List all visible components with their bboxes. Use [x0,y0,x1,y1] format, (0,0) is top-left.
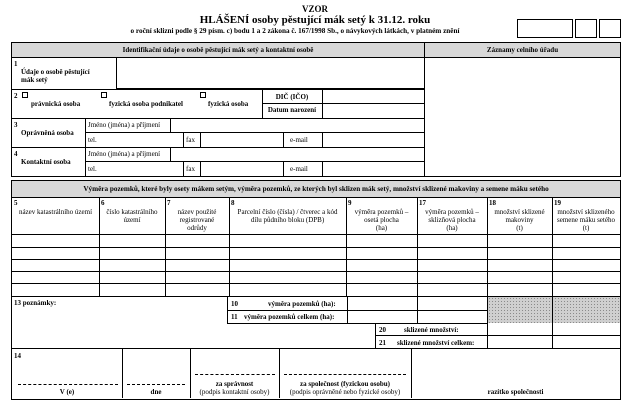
column-header [229,198,346,234]
form-subtitle: o roční sklizni podle § 29 písm. c) bodu 1 a 2 zákona č. 167/1998 Sb., o návykových látkách, v platném znění [130,27,460,35]
table-cell[interactable] [100,260,165,271]
stamp-label: razítko společnosti [487,388,544,396]
authorized-fax-label: fax [186,136,195,144]
admin-signature-note: (podpis kontaktní osoby) [199,388,270,396]
column-title: název použité [177,208,217,216]
column-title: osetá plocha [364,216,399,224]
table-cell[interactable] [347,248,417,259]
column-header [12,198,99,234]
contact-tel-field[interactable] [101,162,183,176]
column-title: makoviny [505,216,534,224]
table-cell[interactable] [13,248,99,259]
row-20-label: sklizené množství: [404,326,459,334]
table-cell[interactable] [13,236,99,247]
authorized-fax-field[interactable] [201,133,283,147]
table-cell[interactable] [13,260,99,271]
authorized-person-label: Oprávněná osoba [21,129,74,137]
contact-names-label: Jméno (jména) a příjmení [88,150,161,158]
date-signature-line[interactable] [127,384,185,385]
place-label: V (e) [59,388,75,396]
harvested-capsules-field[interactable] [488,324,552,335]
row-21-number: 21 [379,339,386,347]
authorized-email-field[interactable] [323,133,424,147]
column-number: 19 [554,199,561,207]
natural-person-label: fyzická osoba [208,100,249,108]
column-title: (t) [582,224,590,232]
table-cell[interactable] [418,248,487,259]
entrepreneur-label: fyzická osoba podnikatel [109,100,183,108]
harvested-seeds-field[interactable] [553,324,620,335]
draft-label: VZOR [301,4,328,14]
column-header [346,198,417,234]
admin-signature-line[interactable] [195,374,275,375]
column-number: 17 [419,199,426,207]
authorized-tel-label: tel. [88,136,97,144]
company-signature-line[interactable] [284,374,406,375]
table-cell[interactable] [553,284,620,295]
table-cell[interactable] [488,236,552,247]
table-cell[interactable] [13,272,99,283]
table-cell[interactable] [553,260,620,271]
table-cell[interactable] [166,260,229,271]
column-header [165,198,229,234]
column-header [487,198,552,234]
table-row [12,271,620,272]
authorized-names-label: Jméno (jména) a příjmení [88,121,161,129]
row-11-label: výměra pozemků celkem (ha): [244,313,335,321]
table-cell[interactable] [488,248,552,259]
section-4-number: 4 [14,150,18,158]
customs-records-area [425,58,620,176]
natural-person-checkbox[interactable] [200,92,206,98]
table-cell[interactable] [553,272,620,283]
table-cell[interactable] [418,236,487,247]
column-number: 5 [14,199,18,207]
admin-signature-label: za správnost [215,380,254,388]
contact-tel-label: tel. [88,165,97,173]
table-cell[interactable] [13,284,99,295]
table-cell[interactable] [166,248,229,259]
date-label: dne [150,388,162,396]
table-cell[interactable] [553,236,620,247]
reference-box-3[interactable] [599,19,621,38]
contact-person-label: Kontaktní osoba [21,158,71,166]
table-cell[interactable] [418,284,487,295]
contact-email-label: e-mail [290,165,308,173]
authorized-email-label: e-mail [290,136,308,144]
table-cell[interactable] [230,284,346,295]
entrepreneur-checkbox[interactable] [101,92,107,98]
birth-date-field[interactable] [323,104,424,118]
column-title: semene máku setého [557,216,615,224]
place-signature-line[interactable] [18,384,118,385]
table-cell[interactable] [488,272,552,283]
table-cell[interactable] [166,236,229,247]
column-number: 9 [348,199,352,207]
row-10-label: výměra pozemků (ha): [268,300,336,308]
contact-fax-label: fax [186,165,195,173]
area-data-grid [12,235,620,295]
form-title: HLÁŠENÍ osoby pěstující mák setý k 31.12. roku [199,14,431,26]
column-title: odrůdy [187,224,207,232]
table-cell[interactable] [166,272,229,283]
table-cell[interactable] [347,236,417,247]
harvest-area-total-field[interactable] [418,311,487,323]
column-title: Parcelní číslo (čísla) / čtverec a kód [237,208,338,216]
column-title: výměra pozemků – [354,208,409,216]
contact-names-field[interactable] [171,148,424,161]
table-cell[interactable] [100,248,165,259]
row-10-number: 10 [231,300,238,308]
reference-box-1[interactable] [517,19,573,38]
table-column-headers [12,198,620,234]
table-cell[interactable] [100,284,165,295]
column-title: dílu půdního bloku (DPB) [250,216,325,224]
section-1-number: 1 [14,60,18,68]
table-cell[interactable] [100,236,165,247]
column-number: 18 [489,199,496,207]
area-heading: Výměra pozemků, které byly osety mákem setým, výměra pozemků, ze kterých byl sklizen mák setý, množství sklizené makoviny a semene máku setého [83,185,549,193]
column-title: množství sklizeného [557,208,615,216]
column-number: 8 [231,199,235,207]
table-cell[interactable] [230,260,346,271]
identification-heading: Identifikační údaje o osobě pěstující mák setý a kontaktní osobě [122,46,314,54]
column-title: registrované [179,216,215,224]
column-title: (t) [516,224,523,232]
sown-area-field[interactable] [348,297,417,310]
column-title: sklizňová plocha [428,216,476,224]
table-row [12,283,620,284]
table-cell[interactable] [418,260,487,271]
row-21-label: sklizené množství celkem: [397,339,475,347]
company-stamp-area[interactable] [412,349,620,384]
column-title: území [123,216,141,224]
table-cell[interactable] [553,248,620,259]
authorized-tel-field[interactable] [101,133,183,147]
reference-box-2[interactable] [575,19,597,38]
tax-id-label: DIČ (IČO) [275,93,309,101]
column-header [417,198,487,234]
column-title: název katastrálního území [18,208,93,216]
tax-id-field[interactable] [323,90,424,103]
table-cell[interactable] [488,284,552,295]
birth-date-label: Datum narození [267,106,317,114]
table-cell[interactable] [418,272,487,283]
section-14-number: 14 [14,352,21,360]
contact-fax-field[interactable] [201,162,283,176]
column-title: množství sklizené [494,208,545,216]
table-cell[interactable] [230,236,346,247]
row-20-number: 20 [379,326,386,334]
legal-person-label: právnická osoba [31,100,81,108]
shaded-area [488,297,620,323]
notes-field[interactable] [14,308,226,348]
column-title: (ha) [446,224,458,232]
contact-email-field[interactable] [323,162,424,176]
table-cell[interactable] [230,272,346,283]
table-cell[interactable] [166,284,229,295]
table-cell[interactable] [347,260,417,271]
column-title: číslo katastrálního [106,208,158,216]
column-number: 7 [167,199,171,207]
sown-area-total-field[interactable] [348,311,417,323]
section-1-label: Údaje o osobě pěstující [21,68,90,76]
company-signature-note: (podpis oprávněné nebo fyzické osoby) [289,388,401,396]
authorized-names-field[interactable] [171,118,424,132]
table-cell[interactable] [100,272,165,283]
column-title: (ha) [375,224,388,232]
notes-label: 13 poznámky: [14,299,57,307]
section-1-label-2: mák setý [21,76,48,84]
table-cell[interactable] [488,260,552,271]
table-cell[interactable] [230,248,346,259]
legal-person-checkbox[interactable] [22,92,28,98]
table-row [12,247,620,248]
seeds-total-field[interactable] [553,336,620,348]
column-header [552,198,620,234]
section-3-number: 3 [14,121,18,129]
capsules-total-field[interactable] [488,336,552,348]
column-number: 6 [101,199,105,207]
company-signature-label: za společnost (fyzickou osobu) [299,380,391,388]
column-title: výměra pozemků – [425,208,479,216]
table-row [12,259,620,260]
section-2-number: 2 [14,92,18,100]
grower-details-field[interactable] [116,58,424,89]
column-header [99,198,165,234]
harvest-area-field[interactable] [418,297,487,310]
table-cell[interactable] [347,284,417,295]
row-11-number: 11 [231,313,238,321]
customs-heading: Záznamy celního úřadu [486,46,559,54]
table-cell[interactable] [347,272,417,283]
